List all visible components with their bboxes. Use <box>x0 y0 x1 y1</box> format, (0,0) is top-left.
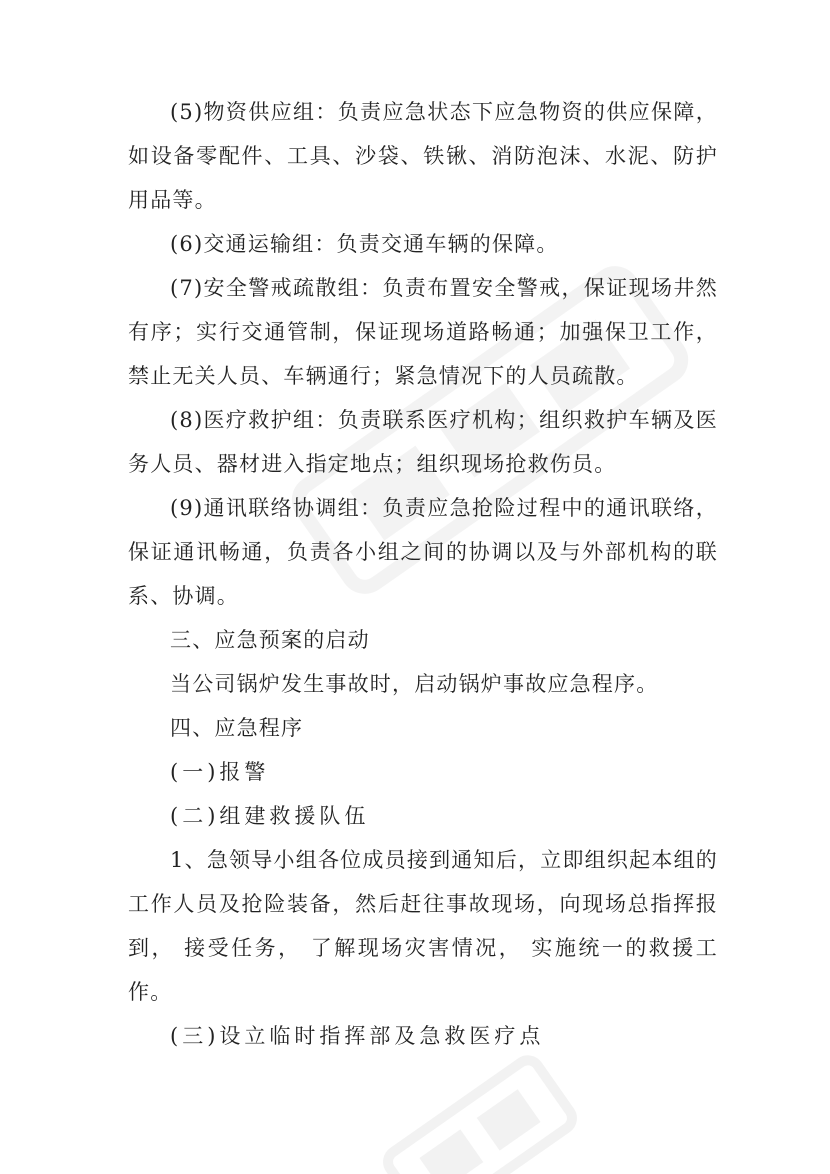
subheading-alarm: (一)报警 <box>170 760 270 784</box>
paragraph-medical-rescue: (8)医疗救护组：负责联系医疗机构；组织救护车辆及医务人员、器材进入指定地点；组织现场抢救伤员。 <box>128 408 718 476</box>
subheading-rescue-team: (二)组建救援队伍 <box>170 804 370 828</box>
paragraph-communication: (9)通讯联络协调组：负责应急抢险过程中的通讯联络，保证通讯畅通，负责各小组之间的协调以及与外部机构的联系、协调。 <box>128 496 718 608</box>
subheading-command-post: (三)设立临时指挥部及急救医疗点 <box>170 1024 545 1048</box>
heading-plan-activation: 三、应急预案的启动 <box>170 628 370 652</box>
paragraph-material-supply: (5)物资供应组：负责应急状态下应急物资的供应保障，如设备零配件、工具、沙袋、铁锹、消防泡沫、水泥、防护用品等。 <box>128 100 718 212</box>
paragraph-team-assembly: 1、急领导小组各位成员接到通知后，立即组织起本组的工作人员及抢险装备，然后赶往事故现场，向现场总指挥报到， 接受任务， 了解现场灾害情况， 实施统一的救援工作。 <box>128 848 718 1004</box>
paragraph-transport: (6)交通运输组：负责交通车辆的保障。 <box>170 232 559 256</box>
document-body <box>128 90 718 1058</box>
paragraph-activation: 当公司锅炉发生事故时，启动锅炉事故应急程序。 <box>170 672 659 696</box>
paragraph-security-evacuation: (7)安全警戒疏散组：负责布置安全警戒，保证现场井然有序；实行交通管制，保证现场道路畅通；加强保卫工作，禁止无关人员、车辆通行；紧急情况下的人员疏散。 <box>128 276 718 388</box>
heading-emergency-procedure: 四、应急程序 <box>170 716 304 740</box>
